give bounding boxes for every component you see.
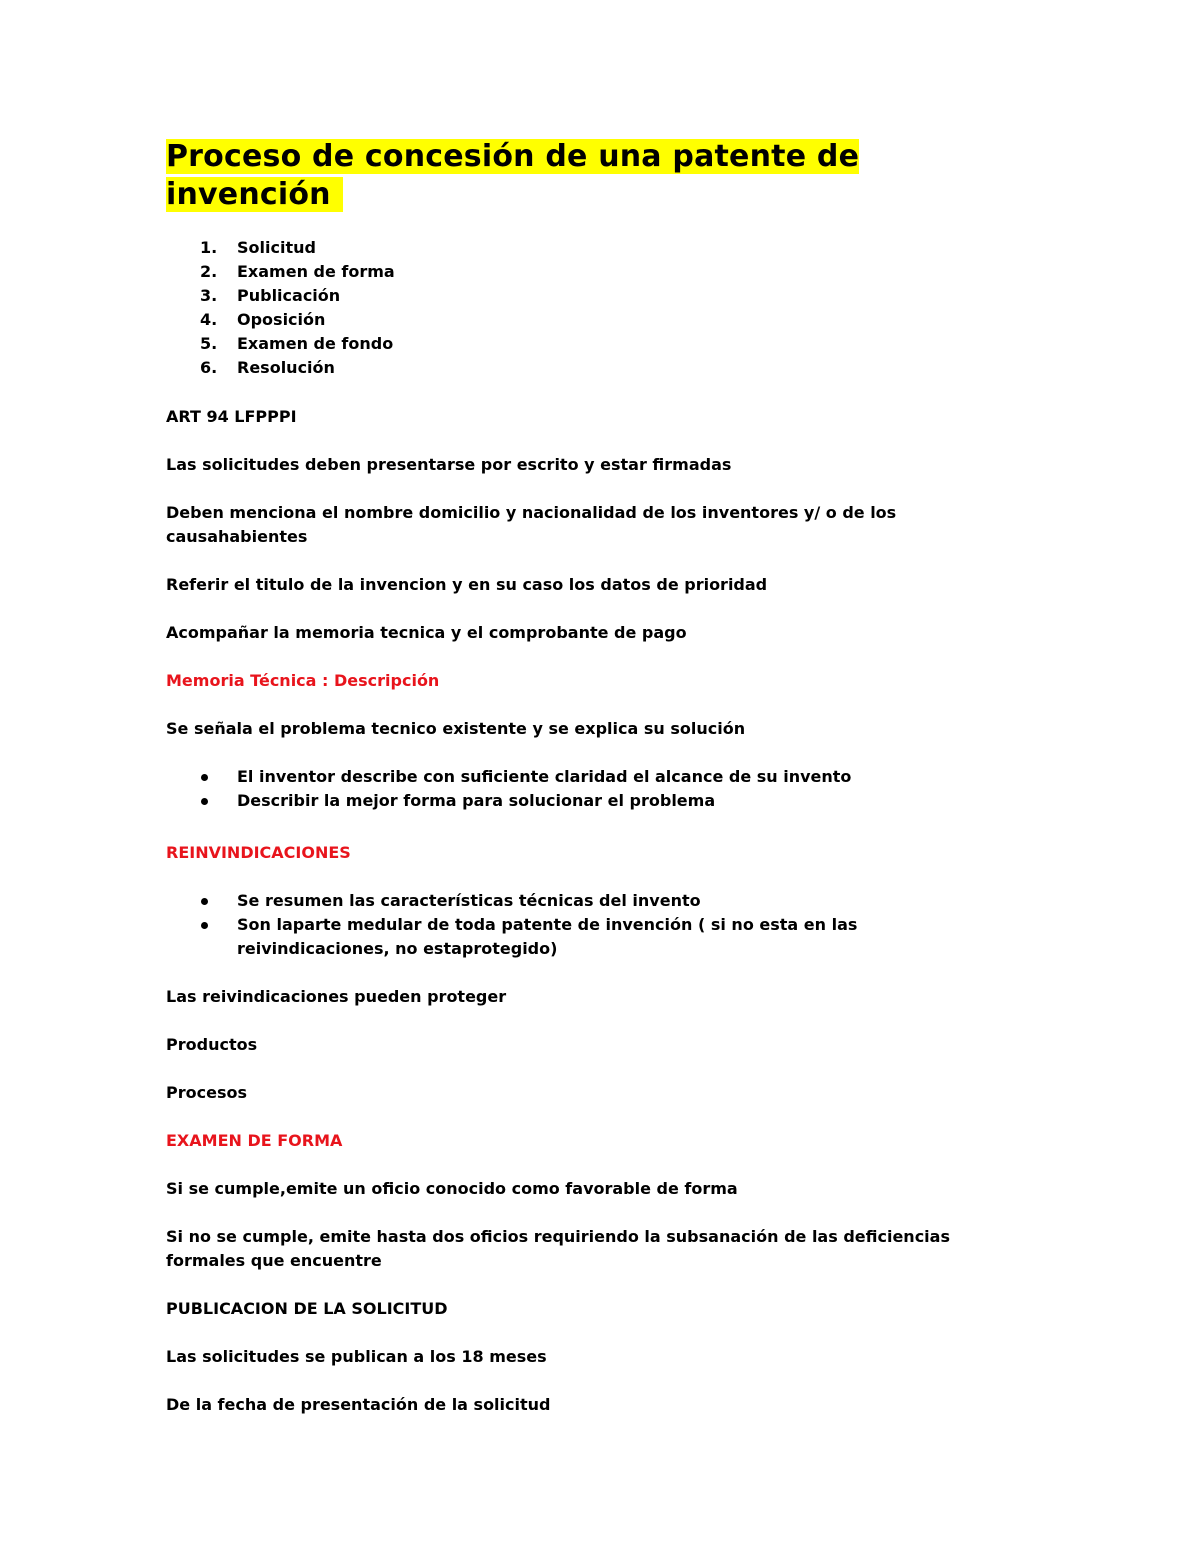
paragraph: Procesos: [166, 1083, 247, 1102]
list-item: [166, 236, 986, 260]
list-item-label: Describir la mejor forma para solucionar el problema: [237, 791, 716, 810]
document-title: [166, 138, 986, 214]
paragraph: Las reivindicaciones pueden proteger: [166, 987, 507, 1006]
section-heading-reinvindicaciones: REINVINDICACIONES: [166, 843, 351, 862]
list-item-label: Resolución: [237, 358, 335, 377]
list-number: 1.: [200, 238, 218, 257]
list-number: 3.: [200, 286, 218, 305]
list-item: [166, 308, 986, 332]
process-steps-list: [166, 236, 986, 380]
list-number: 2.: [200, 262, 218, 281]
list-item: [166, 284, 986, 308]
article-reference: ART 94 LFPPPI: [166, 407, 297, 426]
memoria-bullet-list: [166, 765, 986, 813]
paragraph: Si no se cumple, emite hasta dos oficios requiriendo la subsanación de las deficiencias formales que encuentre: [166, 1227, 950, 1270]
list-item-label: Se resumen las características técnicas del invento: [237, 891, 701, 910]
bullet-icon: [201, 922, 208, 929]
list-item: [166, 260, 986, 284]
paragraph: Referir el titulo de la invencion y en su caso los datos de prioridad: [166, 575, 768, 594]
bullet-icon: [201, 774, 208, 781]
list-item-label: Examen de fondo: [237, 334, 394, 353]
section-heading-memoria: Memoria Técnica : Descripción: [166, 671, 440, 690]
paragraph: Se señala el problema tecnico existente y se explica su solución: [166, 719, 746, 738]
paragraph: Las solicitudes deben presentarse por escrito y estar firmadas: [166, 455, 732, 474]
reinvindicaciones-bullet-list: [166, 889, 986, 961]
paragraph: Si se cumple,emite un oficio conocido como favorable de forma: [166, 1179, 738, 1198]
document-page: [166, 138, 986, 1417]
list-number: 6.: [200, 358, 218, 377]
list-item-label: Examen de forma: [237, 262, 395, 281]
list-item-label: Son laparte medular de toda patente de invención ( si no esta en las reivindicaciones, no estaprotegido): [237, 915, 858, 958]
list-item-label: Oposición: [237, 310, 326, 329]
section-heading-publicacion: PUBLICACION DE LA SOLICITUD: [166, 1299, 448, 1318]
list-item: [166, 332, 986, 356]
list-item: [166, 913, 986, 961]
list-item-label: El inventor describe con suficiente claridad el alcance de su invento: [237, 767, 852, 786]
paragraph: Las solicitudes se publican a los 18 meses: [166, 1347, 547, 1366]
bullet-icon: [201, 898, 208, 905]
section-heading-examen-forma: EXAMEN DE FORMA: [166, 1131, 343, 1150]
list-item: [166, 765, 986, 789]
paragraph: Productos: [166, 1035, 258, 1054]
paragraph: Acompañar la memoria tecnica y el comprobante de pago: [166, 623, 687, 642]
list-item: [166, 356, 986, 380]
list-number: 5.: [200, 334, 218, 353]
list-item-label: Solicitud: [237, 238, 316, 257]
list-number: 4.: [200, 310, 218, 329]
list-item: [166, 789, 986, 813]
bullet-icon: [201, 798, 208, 805]
list-item-label: Publicación: [237, 286, 341, 305]
list-item: [166, 889, 986, 913]
paragraph: Deben menciona el nombre domicilio y nacionalidad de los inventores y/ o de los causahabientes: [166, 503, 897, 546]
paragraph: De la fecha de presentación de la solicitud: [166, 1395, 551, 1414]
title-highlight: Proceso de concesión de una patente de invención: [166, 139, 860, 212]
